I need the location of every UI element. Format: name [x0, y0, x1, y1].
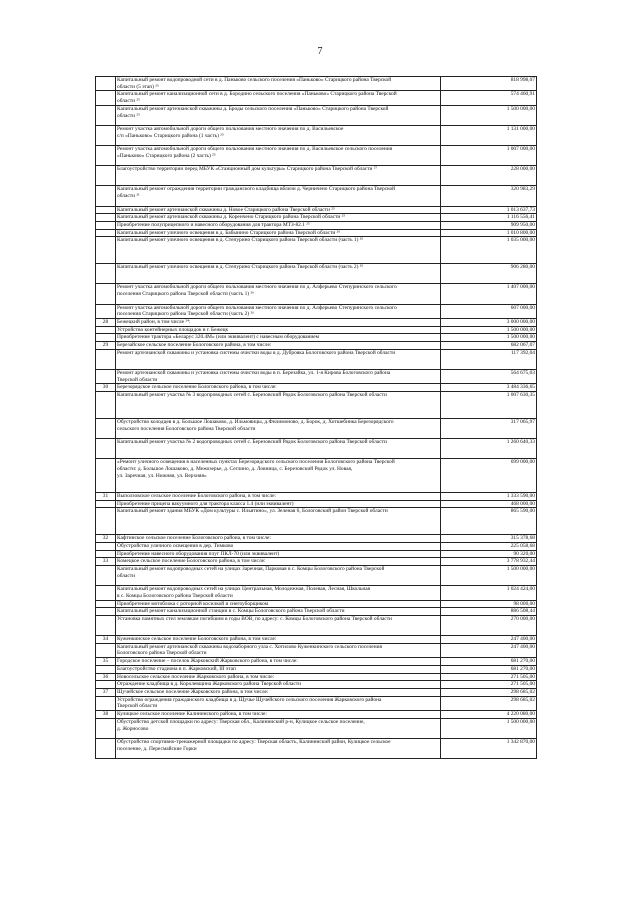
row-description	[116, 439, 441, 459]
row-amount: 909 950,00	[441, 222, 537, 230]
row-number	[96, 222, 116, 230]
table-row	[96, 222, 537, 230]
row-number	[96, 550, 116, 558]
table-row	[96, 186, 537, 206]
table-row	[96, 500, 537, 508]
row-description	[116, 600, 441, 608]
description-line: Куженкинское сельское поселение Бологовского района, в том числе:	[117, 636, 277, 643]
description-line: Ремонт участка автомобильной дороги общего пользования местного значения по д. Васильевское	[117, 125, 344, 132]
table-row	[96, 718, 537, 738]
row-number	[96, 643, 116, 657]
table-row	[96, 105, 537, 125]
row-amount: 1 500 000,00	[441, 326, 537, 334]
description-line: Ремонт артезианской скважины и установка системы очистки воды в д. Дубровка Бологовского района Тверской области	[117, 349, 396, 356]
description-line: Щучейское сельское поселение Жарковского района, в том числе:	[117, 689, 269, 695]
description-line: «Паньково» Старицкого района (2 часть) ²⁵	[117, 152, 216, 159]
table-row	[96, 542, 537, 550]
row-description	[116, 229, 441, 237]
description-line: Ремонт артезианской скважины и установка системы очистки воды в п. Березайка, ул. 1-я Кирова Бологовского района	[117, 369, 391, 376]
row-amount: 564 675,03	[441, 369, 537, 383]
row-amount: 865 590,00	[441, 508, 537, 535]
description-line: Капитальный ремонт водопроводных сетей на улицах Центральная, Молодежная, Полевая, Лесная, Школьная	[117, 586, 371, 593]
budget-table	[95, 76, 537, 759]
row-description	[116, 738, 441, 758]
table-row	[96, 237, 537, 264]
description-line: Приобретение прицепа вакуумного для трактора класса 1.4 (или эквивалент)	[117, 500, 294, 507]
row-amount: 1 035 000,00	[441, 237, 537, 264]
row-description	[116, 105, 441, 125]
row-amount: 90 320,00	[441, 550, 537, 558]
description-line: Капитальный ремонт участка № 2 водопроводных сетей с. Березовский Рядок Бологовского района Тверской области	[117, 439, 387, 446]
row-number: 31	[96, 492, 116, 500]
row-description	[116, 384, 441, 392]
table-row	[96, 459, 537, 493]
description-line: Тверской области	[117, 703, 158, 710]
row-number	[96, 615, 116, 635]
description-line: области: д. Большое Лошаково, д. Межозерье, д. Сеглино, д. Ловница, с. Березовский Рядок ул. Новая,	[117, 465, 353, 472]
row-number	[96, 696, 116, 710]
description-line: Комецкое сельское поселение Бологовского района, в том числе:	[117, 558, 266, 565]
table-row	[96, 319, 537, 327]
description-line: Бологовского района Тверской области	[117, 650, 207, 657]
description-line: Обустройство детской площадки по адресу: Тверская обл., Калининский р-н, Кулицкое сельское поселение,	[117, 718, 365, 725]
row-number	[96, 392, 116, 419]
row-description	[116, 586, 441, 600]
row-number	[96, 459, 116, 493]
row-number	[96, 237, 116, 264]
description-line: Обустройство колодцев в д. Большое Лошаково, д. Ильмовицы, д.Филимоново, д. Борок, д. Хотшебинка Березорядского	[117, 418, 394, 425]
description-line: Капитальный ремонт канализационной сети в д. Бородино сельского поселения «Паньково» Старицкого района Тверской	[117, 91, 397, 98]
row-description	[116, 237, 441, 264]
row-description	[116, 319, 441, 327]
description-line: Благоустройство территории перед МБУК «Станционный дом культуры» Старицкого района Тверской области ²⁷	[117, 166, 378, 173]
page-number: 7	[317, 46, 323, 57]
table-row	[96, 91, 537, 105]
table-row	[96, 304, 537, 318]
description-line: «Ремонт уличного освещения в населенных пунктах Березорядского сельского поселения Бологовского района Тверской	[117, 459, 395, 466]
table-row	[96, 284, 537, 304]
row-amount: 98 000,00	[441, 600, 537, 608]
row-description	[116, 222, 441, 230]
row-number	[96, 508, 116, 535]
description-line: Капитальный ремонт артезианской скважины д. Броды сельского поселения «Паньково» Старицкого района Тверской	[117, 105, 389, 112]
row-description	[116, 535, 441, 543]
row-amount: 906 280,00	[441, 264, 537, 284]
description-line: Приобретение трактора «Беларус 320.4М» (или эквивалент) с навесным оборудованием	[117, 334, 320, 341]
row-number	[96, 586, 116, 600]
row-number	[96, 439, 116, 459]
table-row	[96, 696, 537, 710]
row-amount: 271 505,00	[441, 681, 537, 689]
row-number	[96, 166, 116, 186]
description-line: Приобретение мотоблока с роторной косилкой и снегоуборщиком	[117, 600, 269, 607]
row-number	[96, 146, 116, 166]
description-line: Капитальный ремонт артезианской скважины д. Коренчено Старицкого района Тверской области ²⁵	[117, 214, 346, 221]
description-line: Капитальный ремонт участка № 3 водопроводных сетей с. Березовский Рядок Бологовского района Тверской области	[117, 392, 387, 399]
table-row	[96, 492, 537, 500]
row-description	[116, 186, 441, 206]
row-description	[116, 681, 441, 689]
row-number	[96, 206, 116, 214]
row-description	[116, 459, 441, 493]
description-line: Кулицкое сельское поселение Калининского района, в том числе:	[117, 711, 267, 718]
table-row	[96, 349, 537, 369]
table-row	[96, 636, 537, 644]
table-row	[96, 673, 537, 681]
description-line: Устройство ограждения гражданского кладбища в д. Щучье Щучейского сельского поселения Жарковского района	[117, 696, 382, 703]
row-description	[116, 125, 441, 145]
row-amount: 3 778 932,44	[441, 558, 537, 566]
row-description	[116, 673, 441, 681]
description-line: Городское поселение – поселок Жарковский Жарковского района, в том числе:	[117, 658, 298, 665]
table-row	[96, 643, 537, 657]
row-amount: 298 685,02	[441, 696, 537, 710]
description-line: Капитальный ремонт уличного освещения в д. Бабынино Старицкого района Тверской области ²⁶	[117, 229, 341, 236]
description-line: Капитальный ремонт артезианской скважины водозаборного узла с. Хотилово Куженкинского сельского поселения	[117, 643, 382, 650]
row-amount: 228 000,00	[441, 166, 537, 186]
description-line: Благоустройство стадиона в п. Жарковский, III этап	[117, 665, 236, 672]
row-number: 37	[96, 689, 116, 697]
row-amount: 1 500 000,00	[441, 565, 537, 585]
row-number	[96, 77, 116, 91]
row-description	[116, 689, 441, 697]
row-number	[96, 264, 116, 284]
row-amount: 317 065,97	[441, 418, 537, 438]
description-line: Тверской области	[117, 376, 158, 383]
table-row	[96, 600, 537, 608]
row-amount: 270 000,00	[441, 615, 537, 635]
row-description	[116, 392, 441, 419]
row-description	[116, 77, 441, 91]
table-row	[96, 369, 537, 383]
row-amount: 699 000,00	[441, 459, 537, 493]
row-number	[96, 349, 116, 369]
row-description	[116, 508, 441, 535]
row-amount: 117 392,04	[441, 349, 537, 369]
description-line: Приобретение навесного оборудования плуг ПКЛ-70 (или эквивалент)	[117, 550, 280, 557]
row-description	[116, 643, 441, 657]
row-number	[96, 369, 116, 383]
table-row	[96, 608, 537, 616]
table-row	[96, 689, 537, 697]
row-amount: 320 983,29	[441, 186, 537, 206]
row-description	[116, 264, 441, 284]
table-body	[96, 77, 537, 759]
description-line: Березайское сельское поселение Бологовского района, в том числе:	[117, 342, 272, 349]
row-description	[116, 718, 441, 738]
row-number	[96, 334, 116, 342]
row-number: 36	[96, 673, 116, 681]
row-number: 30	[96, 384, 116, 392]
row-amount: 3 484 336,65	[441, 384, 537, 392]
row-description	[116, 696, 441, 710]
description-line: Капитальный ремонт уличного освещения в д. Степурино Старицкого района Тверской области (часть 1) ²⁶	[117, 237, 364, 244]
description-line: Капитальный ремонт уличного освещения в д. Степурино Старицкого района Тверской области (часть 2) ²⁶	[117, 264, 364, 271]
row-amount: 1 024 424,00	[441, 586, 537, 600]
row-number	[96, 418, 116, 438]
description-line: Обустройство спортивно-тренажерной площадки по адресу: Тверская область, Калининский район, Кулицкое сельское	[117, 738, 391, 745]
description-line: Устройство контейнерных площадок в г. Бежецк	[117, 326, 229, 333]
description-line: области ²⁵	[117, 98, 140, 105]
description-line: Выползовское сельское поселение Бологовского района, в том числе:	[117, 492, 277, 499]
row-number: 35	[96, 658, 116, 666]
row-amount: 247 400,00	[441, 636, 537, 644]
description-line: Капитальный ремонт водопроводной сети в д. Паньково сельского поселения «Паньково» Старицкого района Тверской	[117, 77, 392, 83]
row-number	[96, 608, 116, 616]
row-number	[96, 91, 116, 105]
row-number	[96, 304, 116, 318]
row-amount: 1 116 556,41	[441, 214, 537, 222]
description-line: ул. Заречная, ул. Нижняя, ул. Верхняя»	[117, 472, 207, 479]
row-number	[96, 284, 116, 304]
row-description	[116, 608, 441, 616]
description-line: поселения Старицкого района Тверской области (часть 1) ²⁶	[117, 291, 254, 298]
row-amount: 1 500 000,00	[441, 718, 537, 738]
row-number: 29	[96, 342, 116, 350]
description-line: Капитальный ремонт артезианской скважины д. Новое Старицкого района Тверской области ²⁵	[117, 206, 335, 213]
table-row	[96, 508, 537, 535]
table-row	[96, 665, 537, 673]
row-description	[116, 146, 441, 166]
row-amount: 1 007 630,35	[441, 392, 537, 419]
row-description	[116, 565, 441, 585]
row-amount: 886 508,44	[441, 608, 537, 616]
description-line: поселение, д. Пересмайские Горки	[117, 745, 197, 752]
row-number	[96, 738, 116, 758]
table-row	[96, 146, 537, 166]
description-line: области ²⁵	[117, 112, 140, 119]
row-amount: 682 067,07	[441, 342, 537, 350]
row-amount: 247 400,00	[441, 643, 537, 657]
row-number	[96, 214, 116, 222]
description-line: Кафтинское сельское поселение Бологовского района, в том числе:	[117, 535, 271, 542]
row-number: 38	[96, 711, 116, 719]
row-number	[96, 105, 116, 125]
table-row	[96, 206, 537, 214]
description-line: области (5 этап) ²⁵	[117, 83, 159, 90]
row-amount: 298 685,02	[441, 689, 537, 697]
row-number: 28	[96, 319, 116, 327]
row-description	[116, 558, 441, 566]
row-amount: 4 220 080,00	[441, 711, 537, 719]
table-row	[96, 326, 537, 334]
description-line: д. Жорносово	[117, 725, 149, 732]
description-line: области	[117, 572, 136, 579]
description-line: Ремонт участка автомобильной дороги общего пользования местного значения по д. Алферьево Степуринского сельского	[117, 284, 397, 291]
row-amount: 1 342 870,00	[441, 738, 537, 758]
row-amount: 1 500 000,00	[441, 105, 537, 125]
description-line: Установка памятных стел землякам погибшим в годы ВОВ, по адресу: с. Комцы Бологовского района Тверской области	[117, 615, 392, 622]
row-description	[116, 91, 441, 105]
table-row	[96, 334, 537, 342]
description-line: с/п «Паньково» Старицкого района (1 часть) ²⁵	[117, 132, 224, 139]
row-number: 33	[96, 558, 116, 566]
table-row	[96, 615, 537, 635]
row-description	[116, 492, 441, 500]
row-amount: 1 007 000,00	[441, 146, 537, 166]
table-row	[96, 681, 537, 689]
row-amount: 468 000,00	[441, 500, 537, 508]
row-amount: 681 270,00	[441, 665, 537, 673]
row-number	[96, 542, 116, 550]
row-amount: 1 260 640,33	[441, 439, 537, 459]
row-number	[96, 326, 116, 334]
description-line: сельского поселения Бологовского района Тверской области	[117, 425, 256, 432]
table-row	[96, 658, 537, 666]
row-number: 34	[96, 636, 116, 644]
description-line: Обустройство уличного освещения в дер. Тимково	[117, 542, 234, 549]
table-row	[96, 418, 537, 438]
row-number	[96, 500, 116, 508]
table-row	[96, 738, 537, 758]
description-line: Новосельское сельское поселение Жарковского района, в том числе:	[117, 673, 275, 680]
table-row	[96, 565, 537, 585]
row-description	[116, 326, 441, 334]
description-line: Ремонт участка автомобильной дороги общего пользования местного значения по д. Алферьево Степуринского сельского	[117, 304, 397, 311]
row-description	[116, 658, 441, 666]
description-line: Капитальный ремонт канализационной станции в с. Комцы Бологовского района Тверской области	[117, 608, 345, 615]
row-number	[96, 125, 116, 145]
row-description	[116, 369, 441, 383]
table-row	[96, 264, 537, 284]
row-number	[96, 681, 116, 689]
description-line: Бежецкий район, в том числе ²⁴:	[117, 319, 191, 325]
row-number	[96, 718, 116, 738]
row-description	[116, 550, 441, 558]
row-amount: 818 998,07	[441, 77, 537, 91]
table-row	[96, 125, 537, 145]
table-row	[96, 384, 537, 392]
table-row	[96, 166, 537, 186]
row-number	[96, 565, 116, 585]
table-row	[96, 711, 537, 719]
row-amount: 271 505,00	[441, 673, 537, 681]
row-description	[116, 615, 441, 635]
row-amount: 225 058,68	[441, 542, 537, 550]
row-description	[116, 349, 441, 369]
row-amount: 1 407 000,00	[441, 284, 537, 304]
row-amount: 1 131 000,00	[441, 125, 537, 145]
row-description	[116, 284, 441, 304]
table-row	[96, 558, 537, 566]
row-amount: 1 013 637,73	[441, 206, 537, 214]
row-number	[96, 186, 116, 206]
row-description	[116, 500, 441, 508]
row-amount: 3 000 000,00	[441, 319, 537, 327]
row-description	[116, 711, 441, 719]
description-line: области ²¹	[117, 193, 140, 200]
description-line: Капитальный ремонт водопроводных сетей на улицах Заречная, Парковая в с. Комцы Бологовского района Тверской	[117, 565, 385, 572]
row-amount: 607 000,00	[441, 304, 537, 318]
row-description	[116, 334, 441, 342]
table-row	[96, 392, 537, 419]
row-description	[116, 542, 441, 550]
table-row	[96, 342, 537, 350]
table-row	[96, 77, 537, 91]
table-row	[96, 229, 537, 237]
description-line: Капитальный ремонт здания МБУК «Дом культуры с. Ильятино», ул. Зеленая 6, Бологовский район Тверской области	[117, 508, 388, 515]
row-amount: 1 500 000,00	[441, 334, 537, 342]
table-row	[96, 535, 537, 543]
description-line: Березорядское сельское поселение Бологовского района, в том числе:	[117, 384, 277, 391]
row-description	[116, 166, 441, 186]
description-line: в с. Комцы Бологовского района Тверской области	[117, 592, 233, 599]
description-line: Капитальный ремонт ограждения территории гражданского кладбища вблизи д. Черничено Старицкого района Тверской	[117, 186, 396, 193]
row-description	[116, 342, 441, 350]
description-line: Ограждение кладбища в д. Королевщина Жарковского района Тверской области	[117, 681, 301, 688]
row-amount: 315 378,68	[441, 535, 537, 543]
description-line: Ремонт участка автомобильной дороги общего пользования местного значения по д. Васильевское сельского поселения	[117, 146, 393, 153]
row-number: 32	[96, 535, 116, 543]
row-description	[116, 665, 441, 673]
row-amount: 1 333 590,00	[441, 492, 537, 500]
description-line: поселения Старицкого района Тверской области (часть 2) ²⁶	[117, 311, 254, 318]
table-row	[96, 586, 537, 600]
row-number	[96, 665, 116, 673]
row-description	[116, 304, 441, 318]
table-row	[96, 439, 537, 459]
table-row	[96, 214, 537, 222]
row-description	[116, 214, 441, 222]
row-amount: 574 460,91	[441, 91, 537, 105]
row-number	[96, 600, 116, 608]
row-description	[116, 418, 441, 438]
row-description	[116, 636, 441, 644]
table-row	[96, 550, 537, 558]
description-line: Приобретение полуприцепного и навесного оборудования для трактора МТЗ-82.1 ²⁵	[117, 222, 310, 228]
row-number	[96, 229, 116, 237]
row-description	[116, 206, 441, 214]
row-amount: 1 010 800,00	[441, 229, 537, 237]
row-amount: 681 270,00	[441, 658, 537, 666]
